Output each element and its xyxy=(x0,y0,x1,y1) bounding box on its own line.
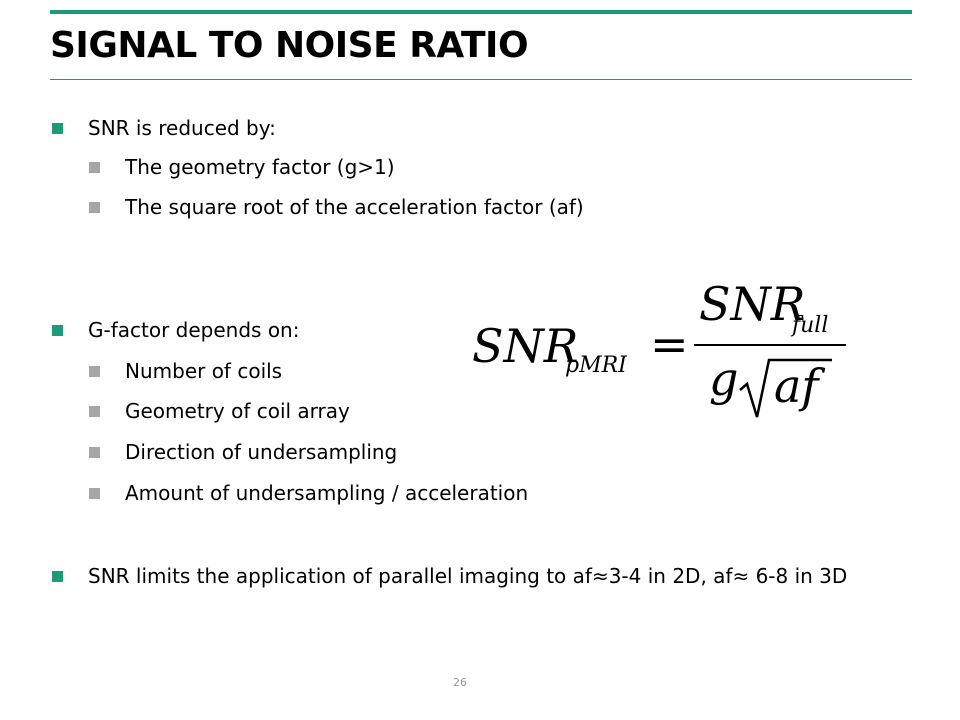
title-underline xyxy=(50,79,912,80)
bullet-text: Number of coils xyxy=(125,359,283,383)
square-bullet-icon xyxy=(89,162,100,173)
snr-formula xyxy=(462,270,862,430)
slide-title: SIGNAL TO NOISE RATIO xyxy=(50,25,529,66)
sub-bullet-square-root xyxy=(89,195,584,219)
formula-lhs-subscript: pMRI xyxy=(565,353,627,378)
square-bullet-icon xyxy=(52,325,63,336)
bullet-text: The square root of the acceleration factor (af) xyxy=(125,195,584,219)
square-bullet-icon xyxy=(89,202,100,213)
square-bullet-icon xyxy=(89,366,100,377)
bullet-snr-reduced xyxy=(52,116,276,140)
sub-bullet-coil-geometry xyxy=(89,399,350,423)
snr-formula-svg xyxy=(462,270,862,430)
bullet-text: SNR limits the application of parallel imaging to af≈3-4 in 2D, af≈ 6-8 in 3D xyxy=(88,564,848,588)
bullet-text: Direction of undersampling xyxy=(125,440,398,464)
bullet-snr-limits xyxy=(52,564,847,588)
top-accent-rule xyxy=(50,10,912,14)
square-bullet-icon xyxy=(89,488,100,499)
sub-bullet-amount xyxy=(89,481,528,505)
formula-radicand: af xyxy=(774,359,819,413)
sub-bullet-direction xyxy=(89,440,397,464)
bullet-text: SNR is reduced by: xyxy=(88,116,276,140)
formula-denominator-g: g xyxy=(709,352,739,406)
sub-bullet-number-of-coils xyxy=(89,359,282,383)
formula-equals: = xyxy=(650,317,689,371)
square-bullet-icon xyxy=(52,123,63,134)
formula-numerator: SNR xyxy=(699,277,806,331)
square-bullet-icon xyxy=(89,447,100,458)
formula-lhs: SNR xyxy=(472,319,579,373)
formula-numerator-subscript: full xyxy=(792,313,829,338)
bullet-text: Geometry of coil array xyxy=(125,399,350,423)
square-bullet-icon xyxy=(89,406,100,417)
bullet-text: Amount of undersampling / acceleration xyxy=(125,481,529,505)
bullet-gfactor xyxy=(52,318,299,342)
page-number: 26 xyxy=(453,676,467,689)
bullet-text: The geometry factor (g>1) xyxy=(125,155,395,179)
sub-bullet-geometry-factor xyxy=(89,155,395,179)
square-bullet-icon xyxy=(52,571,63,582)
bullet-text: G-factor depends on: xyxy=(88,318,300,342)
